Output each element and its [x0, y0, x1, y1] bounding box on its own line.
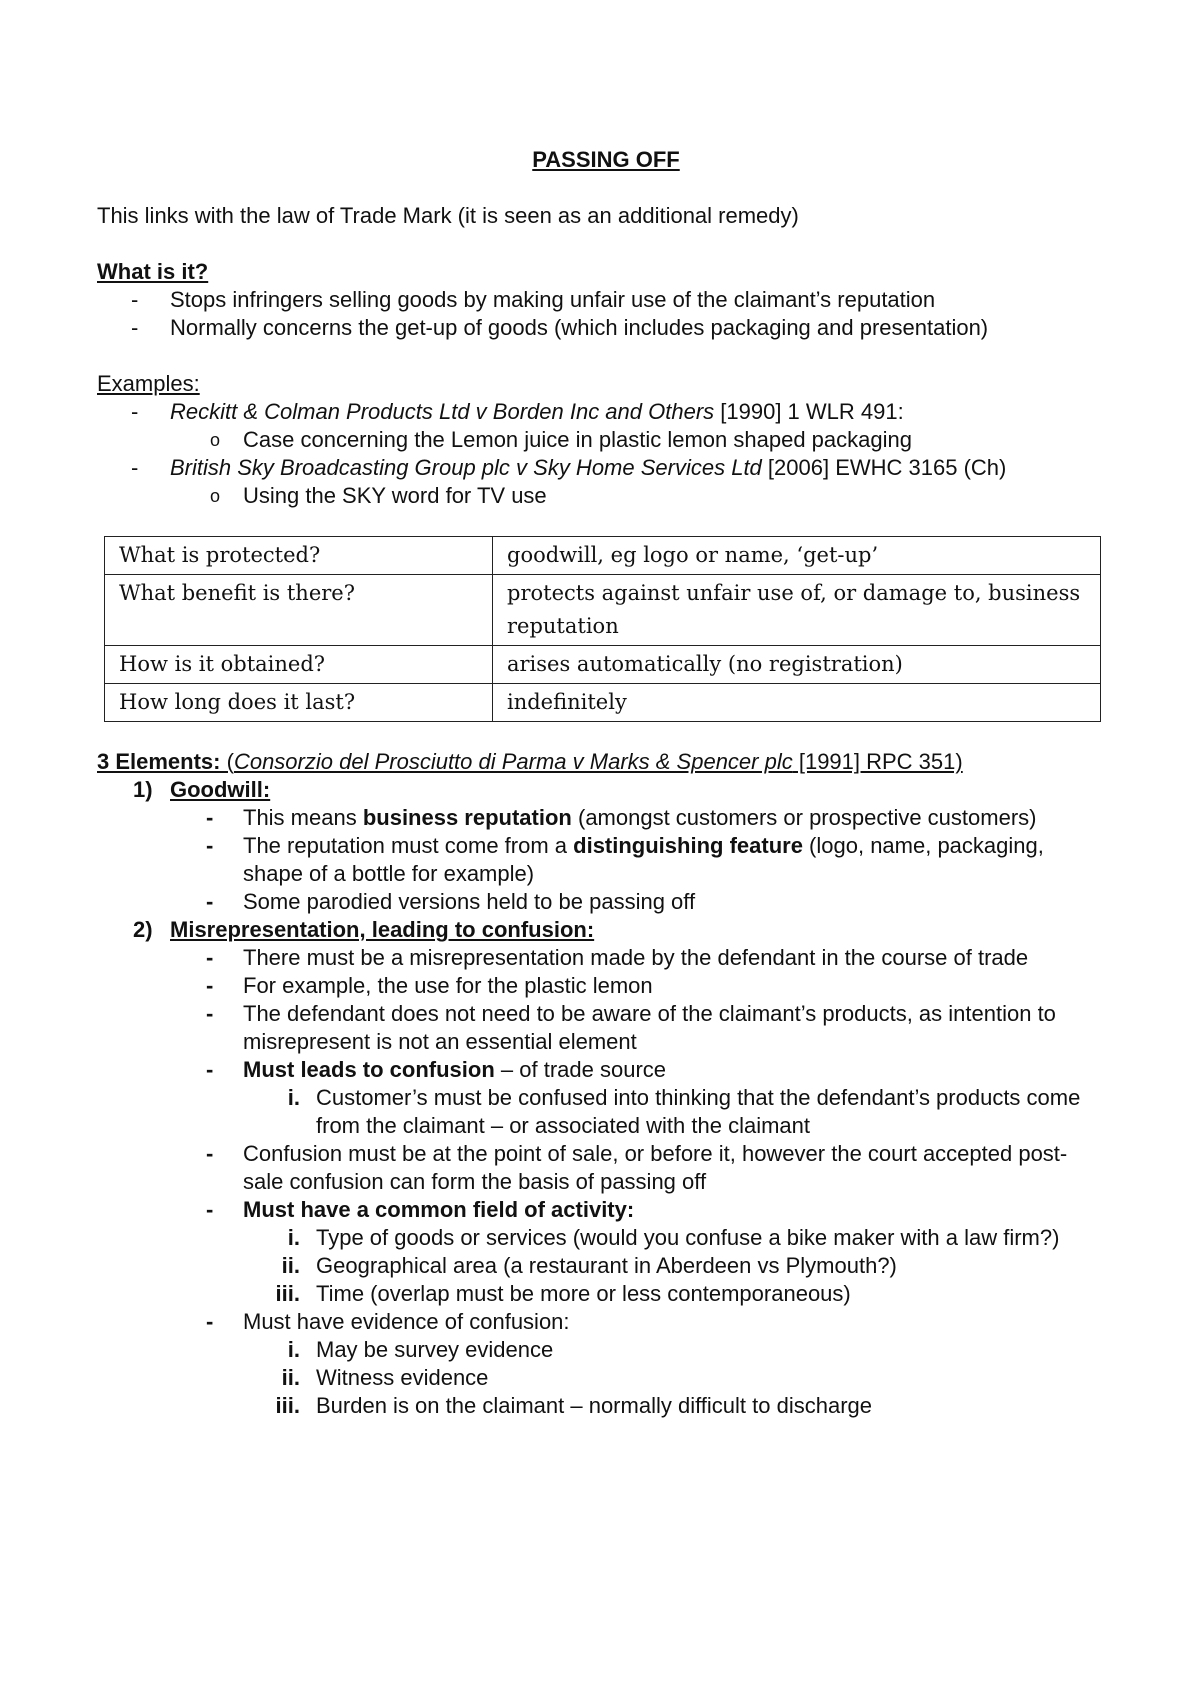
case-name: Consorzio del Prosciutto di Parma v Marks & Spencer plc: [233, 749, 793, 774]
table-cell-question: How is it obtained?: [105, 646, 493, 684]
table-cell-answer: indefinitely: [493, 684, 1101, 722]
bullet-bold-text: distinguishing feature: [573, 833, 803, 858]
bullet-bold-text: Must have a common field of activity:: [243, 1197, 635, 1222]
element-number: 1): [133, 777, 153, 802]
bullet-text: Geographical area (a restaurant in Aberdeen vs Plymouth?): [316, 1253, 897, 1278]
list-item: [97, 1252, 1107, 1280]
bullet-text: Burden is on the claimant – normally difficult to discharge: [316, 1393, 872, 1418]
bullet-text: Time (overlap must be more or less contemporaneous): [316, 1281, 851, 1306]
list-item: [97, 454, 1107, 482]
roman-marker: ii.: [281, 1365, 300, 1390]
table-cell-answer: arises automatically (no registration): [493, 646, 1101, 684]
o-bullet: o: [210, 486, 221, 506]
dash-bullet: -: [206, 889, 214, 914]
bullet-bold-text: Must leads to confusion: [243, 1057, 495, 1082]
bullet-text: Using the SKY word for TV use: [243, 483, 547, 508]
table-row: [105, 537, 1101, 575]
elements-label: 3 Elements:: [97, 749, 221, 774]
dash-bullet: -: [206, 805, 214, 830]
list-item: [97, 398, 1107, 426]
dash-bullet: -: [206, 1001, 214, 1026]
list-item: [97, 1056, 1107, 1084]
intro-paragraph: This links with the law of Trade Mark (it is seen as an additional remedy): [97, 203, 799, 228]
case-name: British Sky Broadcasting Group plc v Sky Home Services Ltd: [170, 455, 762, 480]
table-cell-question: How long does it last?: [105, 684, 493, 722]
list-item: [97, 1280, 1107, 1308]
dash-bullet: -: [131, 399, 139, 424]
document-page: [97, 146, 1107, 1420]
dash-bullet: -: [206, 1141, 214, 1166]
list-item: [97, 314, 1107, 342]
bullet-text: Case concerning the Lemon juice in plastic lemon shaped packaging: [243, 427, 912, 452]
list-item: [97, 1224, 1107, 1252]
dash-bullet: -: [206, 1057, 214, 1082]
summary-table: [104, 536, 1101, 722]
elements-heading: [97, 748, 1107, 776]
table-row: [105, 684, 1101, 722]
roman-marker: ii.: [281, 1253, 300, 1278]
bullet-text: Confusion must be at the point of sale, or before it, however the court accepted post-sale confusion can form the basis of passing off: [243, 1141, 1068, 1194]
bullet-text: – of trade source: [494, 1057, 667, 1082]
roman-marker: i.: [287, 1085, 300, 1110]
element-number: 2): [133, 917, 153, 942]
roman-marker: iii.: [275, 1281, 300, 1306]
bullet-text: Some parodied versions held to be passing off: [243, 889, 696, 914]
bullet-bold-text: business reputation: [362, 805, 572, 830]
bullet-text: Witness evidence: [316, 1365, 489, 1390]
elements-open-paren: (: [220, 749, 234, 774]
roman-marker: iii.: [275, 1393, 300, 1418]
list-item: [97, 1084, 1107, 1140]
dash-bullet: -: [131, 315, 139, 340]
examples-section: [97, 370, 1107, 510]
element-goodwill: [97, 776, 1107, 804]
bullet-text: Customer’s must be confused into thinking that the defendant’s products come from the claimant – or associated with the claimant: [316, 1085, 1081, 1138]
dash-bullet: -: [131, 287, 139, 312]
list-item: [97, 832, 1107, 888]
table-cell-question: What is protected?: [105, 537, 493, 575]
list-item: [97, 1308, 1107, 1336]
elements-section: [97, 748, 1107, 1420]
o-bullet: o: [210, 430, 221, 450]
bullet-text: Type of goods or services (would you confuse a bike maker with a law firm?): [316, 1225, 1060, 1250]
dash-bullet: -: [206, 1309, 214, 1334]
list-item: [97, 286, 1107, 314]
bullet-text: The defendant does not need to be aware of the claimant’s products, as intention to misrepresent is not an essential element: [243, 1001, 1056, 1054]
roman-marker: i.: [287, 1337, 300, 1362]
list-item: [97, 1336, 1107, 1364]
roman-marker: i.: [287, 1225, 300, 1250]
page-title: PASSING OFF: [532, 147, 680, 172]
table-row: [105, 575, 1101, 646]
case-citation: [1990] 1 WLR 491:: [714, 399, 904, 424]
bullet-text: This means: [243, 805, 363, 830]
bullet-text: For example, the use for the plastic lemon: [243, 973, 653, 998]
list-item: [97, 1392, 1107, 1420]
what-is-it-section: [97, 258, 1107, 342]
dash-bullet: -: [206, 945, 214, 970]
bullet-text: (amongst customers or prospective customers): [571, 805, 1037, 830]
list-item: [97, 972, 1107, 1000]
table-cell-answer: goodwill, eg logo or name, ‘get-up’: [493, 537, 1101, 575]
list-item: [97, 1196, 1107, 1224]
table-cell-question: What benefit is there?: [105, 575, 493, 646]
bullet-text: Normally concerns the get-up of goods (which includes packaging and presentation): [170, 315, 989, 340]
dash-bullet: -: [206, 1197, 214, 1222]
list-item: [97, 944, 1107, 972]
bullet-text: May be survey evidence: [316, 1337, 554, 1362]
bullet-text: (logo, name, packaging, shape of a bottle for example): [243, 833, 1044, 886]
list-item: [97, 1000, 1107, 1056]
element-heading: Goodwill:: [170, 777, 271, 802]
table-cell-answer: protects against unfair use of, or damage to, business reputation: [493, 575, 1101, 646]
list-item: [97, 804, 1107, 832]
bullet-text: The reputation must come from a: [243, 833, 574, 858]
what-is-it-heading: What is it?: [97, 259, 209, 284]
element-misrepresentation: [97, 916, 1107, 944]
table-row: [105, 646, 1101, 684]
bullet-text: Stops infringers selling goods by making unfair use of the claimant’s reputation: [170, 287, 936, 312]
list-item: [97, 426, 1107, 454]
case-citation: [1991] RPC 351): [792, 749, 963, 774]
bullet-text: There must be a misrepresentation made by the defendant in the course of trade: [243, 945, 1029, 970]
list-item: [97, 482, 1107, 510]
case-citation: [2006] EWHC 3165 (Ch): [761, 455, 1007, 480]
list-item: [97, 1364, 1107, 1392]
list-item: [97, 888, 1107, 916]
case-name: Reckitt & Colman Products Ltd v Borden Inc and Others: [170, 399, 715, 424]
bullet-text: Must have evidence of confusion:: [243, 1309, 570, 1334]
dash-bullet: -: [206, 833, 214, 858]
dash-bullet: -: [206, 973, 214, 998]
list-item: [97, 1140, 1107, 1196]
examples-heading: Examples:: [97, 371, 200, 396]
dash-bullet: -: [131, 455, 139, 480]
element-heading: Misrepresentation, leading to confusion:: [170, 917, 595, 942]
